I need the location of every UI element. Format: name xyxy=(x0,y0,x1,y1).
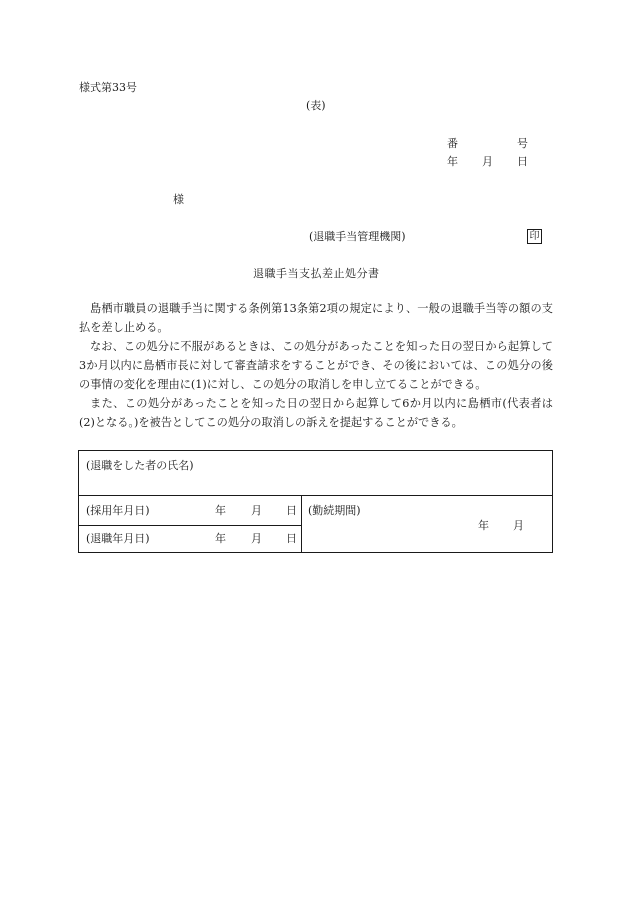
addressee-honorific: 様 xyxy=(173,193,184,206)
date-day-label: 日 xyxy=(517,155,528,168)
retire-date-month: 月 xyxy=(251,532,262,545)
retiree-info-table xyxy=(78,450,553,553)
tenure-year: 年 xyxy=(478,519,489,532)
hire-date-day: 日 xyxy=(286,504,297,517)
side-label: (表) xyxy=(306,99,326,112)
date-month-label: 月 xyxy=(482,155,493,168)
tenure-label: (勤続期間) xyxy=(308,504,361,517)
retire-date-cell xyxy=(79,526,302,553)
tenure-month: 月 xyxy=(513,519,524,532)
hire-date-month: 月 xyxy=(251,504,262,517)
tenure-cell xyxy=(302,496,553,553)
retiree-name-cell xyxy=(79,451,553,496)
retire-date-day: 日 xyxy=(286,532,297,545)
paragraph-appeal: なお、この処分に不服があるときは、この処分があったことを知った日の翌日から起算して3か月以内に島栖市長に対して審査請求をすることができ、その後においては、この処分の後の事情の変化を理由に(1)に対し、この処分の取消しを申し立てることができる。 xyxy=(79,340,553,391)
ref-number-suffix: 号 xyxy=(517,137,528,150)
body-text xyxy=(79,299,553,432)
paragraph-legal-basis: 島栖市職員の退職手当に関する条例第13条第2項の規定により、一般の退職手当等の額の支払を差し止める。 xyxy=(79,302,553,334)
hire-date-year: 年 xyxy=(215,504,226,517)
ref-number-label: 番 xyxy=(447,137,458,150)
paragraph-lawsuit: また、この処分があったことを知った日の翌日から起算して6か月以内に島栖市(代表者は(2)となる。)を被告としてこの処分の取消しの訴えを提起することができる。 xyxy=(79,397,553,429)
retire-date-label: (退職年月日) xyxy=(86,532,150,545)
form-number: 様式第33号 xyxy=(79,81,137,94)
document-title: 退職手当支払差止処分書 xyxy=(253,267,380,280)
hire-date-cell xyxy=(79,496,302,526)
seal-mark: 印 xyxy=(527,229,542,244)
retiree-name-label: (退職をした者の氏名) xyxy=(86,459,194,472)
retire-date-year: 年 xyxy=(215,532,226,545)
date-year-label: 年 xyxy=(447,155,458,168)
issuing-authority: (退職手当管理機関) xyxy=(309,230,406,243)
hire-date-label: (採用年月日) xyxy=(86,504,150,517)
